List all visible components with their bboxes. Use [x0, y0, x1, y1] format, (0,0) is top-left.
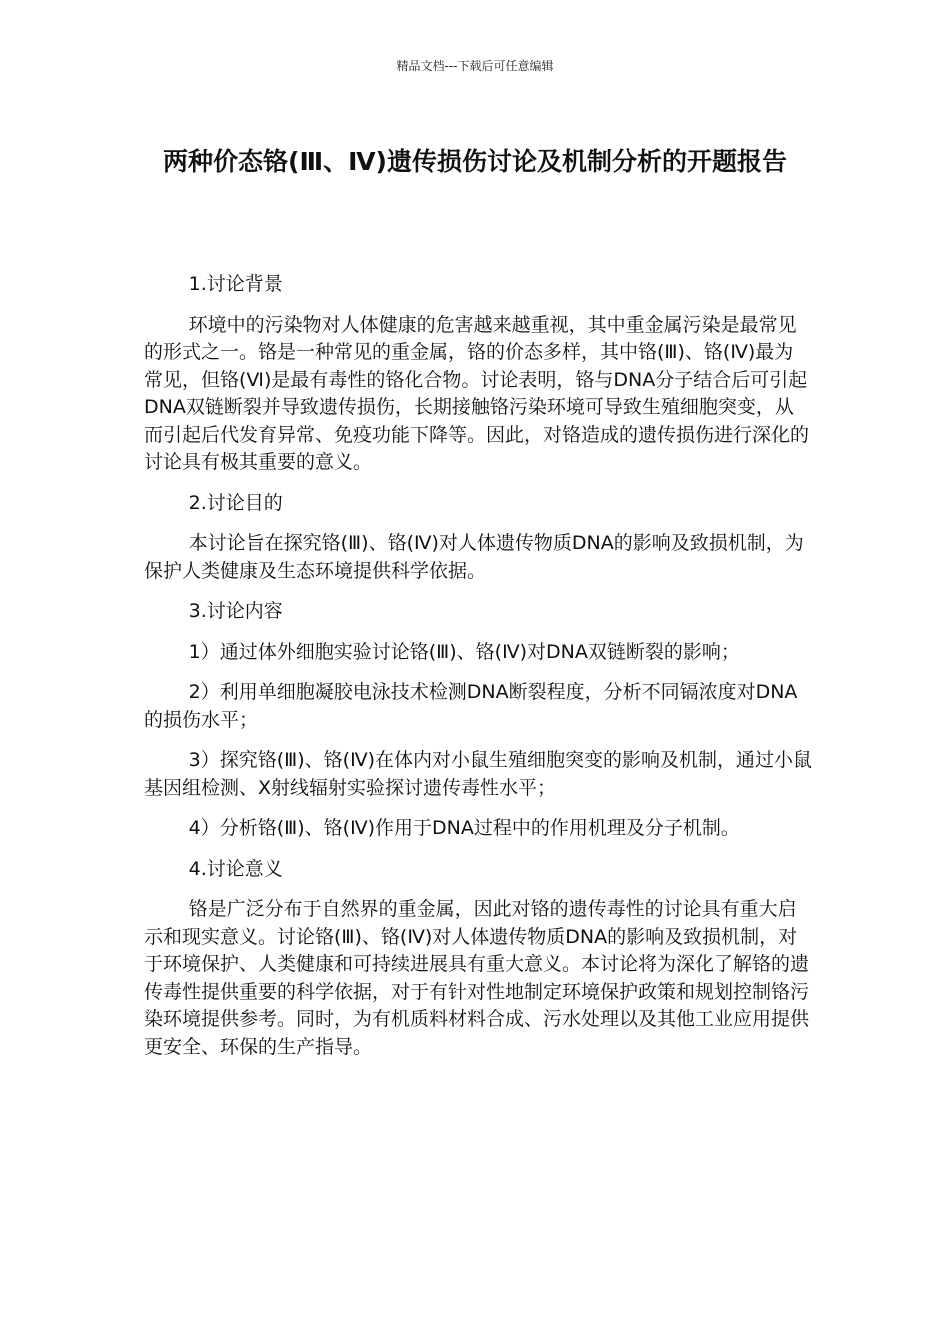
- list-item: 2）利用单细胞凝胶电泳技术检测DNA断裂程度，分析不同镉浓度对DNA的损伤水平；: [144, 681, 798, 731]
- paragraph: 铬是广泛分布于自然界的重金属，因此对铬的遗传毒性的讨论具有重大启示和现实意义。讨论铬(Ⅲ)、铬(Ⅳ)对人体遗传物质DNA的影响及致损机制，对于环境保护、人类健康和可持续进展具有重大意义。本讨论将为深化了解铬的遗传毒性提供重要的科学依据，对于有针对性地制定环境保护政策和规划控制铬污染环境提供参考。同时，为有机质料材料合成、污水处理以及其他工业应用提供更安全、环保的生产指导。: [144, 898, 810, 1058]
- list-item: 4）分析铬(Ⅲ)、铬(Ⅳ)作用于DNA过程中的作用机理及分子机制。: [188, 817, 740, 839]
- document-title: 两种价态铬(Ⅲ、Ⅳ)遗传损伤讨论及机制分析的开题报告: [163, 147, 787, 176]
- document-body: [144, 271, 812, 1074]
- list-item: 3）探究铬(Ⅲ)、铬(Ⅳ)在体内对小鼠生殖细胞突变的影响及机制，通过小鼠基因组检测、X射线辐射实验探讨遗传毒性水平；: [144, 749, 813, 799]
- section-heading-significance: 4.讨论意义: [188, 857, 283, 880]
- section-heading-background: 1.讨论背景: [188, 273, 283, 295]
- paragraph: 本讨论旨在探究铬(Ⅲ)、铬(Ⅳ)对人体遗传物质DNA的影响及致损机制，为保护人类健康及生态环境提供科学依据。: [144, 532, 804, 582]
- section-heading-content: 3.讨论内容: [188, 600, 283, 622]
- paragraph: 环境中的污染物对人体健康的危害越来越重视，其中重金属污染是最常见的形式之一。铬是一种常见的重金属，铬的价态多样，其中铬(Ⅲ)、铬(Ⅳ)最为常见，但铬(Ⅵ)是最有毒性的铬化合物。讨论表明，铬与DNA分子结合后可引起DNA双链断裂并导致遗传损伤，长期接触铬污染环境可导致生殖细胞突变，从而引起后代发育异常、免疫功能下降等。因此，对铬造成的遗传损伤进行深化的讨论具有极其重要的意义。: [144, 313, 810, 473]
- list-item: 1）通过体外细胞实验讨论铬(Ⅲ)、铬(Ⅳ)对DNA双链断裂的影响；: [188, 640, 740, 663]
- section-heading-purpose: 2.讨论目的: [188, 491, 283, 514]
- page-header: 精品文档---下载后可任意编辑: [396, 59, 554, 73]
